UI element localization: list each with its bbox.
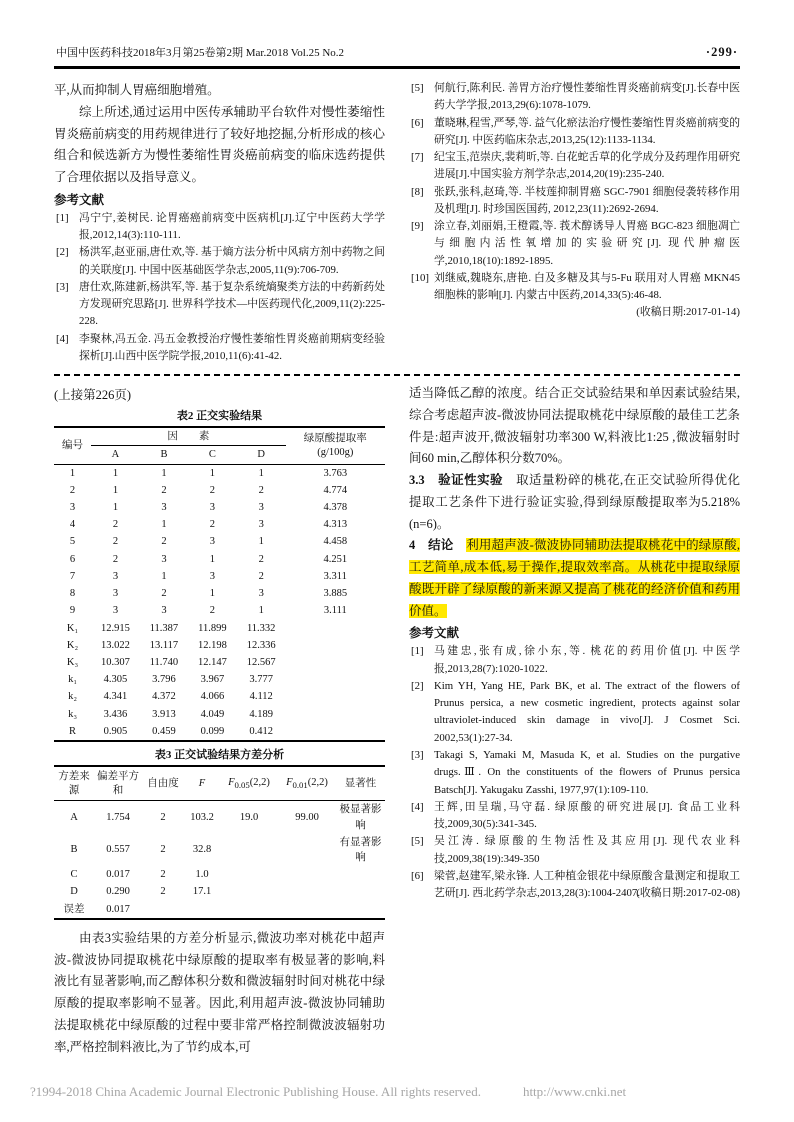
table3-f005-header: $F_{0.05}(2,2)$ [220,766,278,801]
page-number: ·299· [705,45,738,59]
reference-marker: [4] [411,800,424,813]
cnki-url: http://www.cnki.net [522,1084,627,1099]
reference-marker: [2] [411,679,424,692]
table-row: k₁ 4.305 3.796 3.967 3.777 [68,674,273,686]
reference-text: 杨洪军,赵亚丽,唐仕欢,等. 基于熵方法分析中风病方剂中药物之间的关联度[J]. 中国中医基础医学杂志,2005,11(9):706-709. [79,246,385,276]
reference-marker: [1] [56,211,69,224]
received-date: (收稿日期:2017-01-14) [636,306,740,319]
continued-from-note: (上接第226页) [54,388,132,403]
conclusion-continuation-paragraph: 适当降低乙醇的浓度。结合正交试验结果和单因素试验结果,综合考虑超声波-微波协同法提取桃花中绿原酸的最佳工艺条件是:超声波开,微波辐射功率300 W,料液比1:25 ,微波辐射时间60 min,乙醇体积分数70%。 [409,386,740,466]
bottom-section [54,383,740,1058]
table2-body [54,464,385,741]
reference-item [409,747,740,799]
page-footer [30,1084,764,1100]
top-left-column [54,80,385,365]
reference-item [54,331,385,366]
highlighted-conclusion: 利用超声波-微波协同辅助法提取桃花中的绿原酸,工艺简单,成本低,易于操作,提取效率高。从桃花中提取绿原酸既开辟了绿原酸的新来源又提高了桃花的经济价值和药用价值。 [409,538,740,618]
reference-marker: [4] [56,332,69,345]
factor-letter: C [188,446,237,464]
reference-text: Takagi S, Yamaki M, Masuda K, et al. Studies on the purgative drugs.Ⅲ. On the constituents of the flowers of Prunus persica Batsch[J]. Yakugaku Zasshi, 1977,97(1):109-110. [434,748,740,796]
table-row: B 0.557 2 32.8 有显著影响 [70,836,382,864]
reference-marker: [1] [411,645,424,658]
table-row: K₁ 12.915 11.387 11.899 11.332 [66,622,276,634]
reference-item [54,244,385,279]
table3-body [54,801,385,919]
bottom-left-column [54,383,385,1058]
table2-rate-header: 绿原酸提取率 (g/100g) [286,427,385,464]
table3-f-header: F [184,766,220,801]
reference-item [409,218,740,270]
section-4-title: 结论 [428,538,454,553]
reference-text: 马建忠,张有成,徐小东,等. 桃花的药用价值[J]. 中医学报,2013,28(7):1020-1022. [434,645,740,675]
table-row: K₂ 13.022 13.117 12.198 12.336 [66,639,276,651]
section-3-3-title: 验证性实验 [438,473,504,488]
table-row: 4 2 1 2 3 4.313 [69,519,348,531]
reference-item [54,210,385,245]
reference-item [409,149,740,184]
reference-list-right [409,80,740,304]
orthogonal-results-table [54,426,385,742]
table2-col-no: 编号 [54,427,91,464]
table-row: D 0.290 2 17.1 [70,886,212,898]
bottom-right-column [409,383,740,1058]
table2-caption: 表2 正交实验结果 [176,410,263,423]
table-row: 9 3 3 2 1 3.111 [69,605,347,617]
reference-item [409,184,740,219]
table3-sig-header: 显著性 [336,766,385,801]
reference-text: 唐仕欢,陈建新,杨洪军,等. 基于复杂系统熵聚类方法的中药新药处方发现研究思路[J]. 世界科学技术—中医药现代化,2009,11(2):225-228. [79,280,385,328]
reference-text: 董晓琳,程雪,严琴,等. 益气化瘀法治疗慢性萎缩性胃炎癌前病变的研究[J]. 中医药临床杂志,2013,25(12):1133-1134. [434,116,740,146]
top-section [54,80,740,365]
reference-text: 李聚林,冯五金. 冯五金教授治疗慢性萎缩性胃炎癌前期病变经验探析[J].山西中医学院学报,2010,11(6):41-42. [79,332,385,362]
table3-source-header: 方差来源 [54,766,94,801]
section-3-3-text: 取适量粉碎的桃花,在正交试验所得优化提取工艺条件下进行验证实验,得到绿原酸提取率为5.218%(n=6)。 [409,473,740,531]
factor-letter: D [237,446,286,464]
journal-citation: 中国中医药科技2018年3月第25卷第2期 Mar.2018 Vol.25 No.2 [56,47,345,59]
references-heading: 参考文献 [409,626,460,641]
reference-text: 吴江涛. 绿原酸的生物活性及其应用[J]. 现代农业科技,2009,38(19):349-350 [434,835,740,865]
section-divider [54,374,740,376]
table2-factor-group-header: 因 素 [91,427,286,446]
reference-text: 何航行,陈利民. 善胃方治疗慢性萎缩性胃炎癌前病变[J].长春中医药大学学报,2013,29(6):1078-1079. [434,82,740,112]
table-row: 8 3 2 1 3 3.885 [69,588,348,600]
table-row: A 1.754 2 103.2 19.0 99.00 极显著影响 [70,804,382,831]
reference-item [409,868,740,903]
table-row: 5 2 2 3 1 4.458 [69,536,348,548]
table-row: 3 1 3 3 3 4.378 [69,502,348,514]
table-row: 1 1 1 1 1 3.763 [69,467,348,479]
reference-marker: [6] [411,116,424,129]
reference-text: 涂立春,刘丽娟,王橙霞,等. 莪术醇诱导人胃癌 BGC-823 细胞凋亡与细胞内活性氧增加的实验研究[J]. 现代肿瘤医学,2010,18(10):1892-1895. [434,220,740,267]
factor-letter: A [91,446,140,464]
reference-item [409,643,740,678]
table-row: 2 1 2 2 2 4.774 [69,484,348,496]
continuation-paragraph: 平,从而抑制人胃癌细胞增殖。 [54,83,220,97]
reference-text: 刘继威,魏晓东,唐艳. 白及多糖及其与5-Fu 联用对人胃癌 MKN45 细胞株的影响[J]. 内蒙古中医药,2014,33(5):46-48. [434,271,740,302]
section-3-3-paragraph [409,470,740,535]
reference-text: 梁菅,赵建军,梁永锋. 人工种植金银花中绿原酸含量测定和提取工艺研[J]. 西北药学杂志,2013,28(3):1004-2407. [434,869,740,900]
reference-item [409,833,740,868]
table-row: C 0.017 2 1.0 [70,869,209,881]
top-right-column [409,80,740,365]
table3-df-header: 自由度 [142,766,184,801]
reference-list-bottom [409,643,740,902]
reference-marker: [7] [411,151,424,164]
table-row: k₃ 3.436 3.913 4.049 4.189 [68,708,273,720]
table-row: R 0.905 0.459 0.099 0.412 [69,725,273,737]
table3-f001-header: $F_{0.01}(2,2)$ [278,766,336,801]
reference-marker: [10] [411,271,429,284]
section-3-3-number: 3.3 [409,473,425,488]
reference-item [409,80,740,115]
reference-text: 冯宁宁,姜树民. 论胃癌癌前病变中医病机[J].辽宁中医药大学学报,2012,14(3):110-111. [79,211,385,242]
reference-marker: [3] [56,280,69,293]
reference-text: 王辉,田呈瑞,马守磊. 绿原酸的研究进展[J]. 食品工业科技,2009,30(5):341-345. [434,800,740,831]
reference-marker: [8] [411,185,424,198]
table3-ss-header: 偏差平方和 [94,766,142,801]
table3-caption: 表3 正交试验结果方差分析 [154,749,285,762]
reference-item [409,270,740,305]
reference-text: Kim YH, Yang HE, Park BK, et al. The extract of the flowers of Prunus persica, a new cosmetic ingredient, protects against solar ultraviolet-induced skin damage in vivo[J]. J Cosmet Sci. 2002,53(1):27-34. [434,679,740,744]
reference-marker: [6] [411,869,424,882]
reference-list-left [54,210,385,365]
reference-marker: [3] [411,748,424,761]
reference-text: 纪宝玉,范崇庆,裴莉昕,等. 白花蛇舌草的化学成分及药理作用研究进展[J].中国实验方剂学杂志,2014,20(19):235-240. [434,151,740,181]
section-4-number: 4 [409,538,416,553]
table-row: K₃ 10.307 11.740 12.147 12.567 [66,656,276,668]
reference-marker: [9] [411,220,424,233]
section-4-paragraph [409,535,740,622]
reference-item [409,678,740,747]
page-header [54,44,740,69]
references-heading: 参考文献 [54,192,105,207]
table-row: 误差 0.017 [63,903,130,915]
factor-letter: B [140,446,188,464]
reference-marker: [5] [411,835,424,848]
reference-item [409,115,740,150]
reference-text: 张跃,张科,赵琦,等. 半枝莲抑制胃癌 SGC-7901 细胞侵袭转移作用及机理[J]. 时珍国医国药, 2012,23(11):2692-2694. [434,185,740,215]
table-row: 7 3 1 3 2 3.311 [69,570,347,582]
summary-paragraph: 综上所述,通过运用中医传承辅助平台软件对慢性萎缩性胃炎癌前病变的用药规律进行了较好地挖掘,分析形成的核心组合和候选新方为慢性萎缩性胃炎癌前病变的临床选药提供了合理依据以及指导意义。 [54,104,385,184]
analysis-paragraph: 由表3实验结果的方差分析显示,微波功率对桃花中超声波-微波协同提取桃花中绿原酸的提取率有极显著的影响,料液比有显著影响,而乙醇体积分数和微波辐射时间对桃花中绿原酸的提取率影响不显著。因此,利用超声波-微波协同辅助法提取桃花中绿原酸的过程中要非常严格控制微波波辐射功率,严格控制料液比,为了节约成本,可 [54,930,385,1054]
received-date: (收稿日期:2017-02-08) [636,887,740,900]
table-row: 6 2 3 1 2 4.251 [69,553,348,565]
copyright-text: ?1994-2018 China Academic Journal Electronic Publishing House. All rights reserved. [30,1084,481,1099]
reference-marker: [2] [56,246,69,259]
reference-item [54,279,385,331]
reference-marker: [5] [411,82,424,94]
variance-analysis-table [54,765,385,920]
table-row: k₂ 4.341 4.372 4.066 4.112 [68,691,273,703]
reference-item [409,799,740,834]
